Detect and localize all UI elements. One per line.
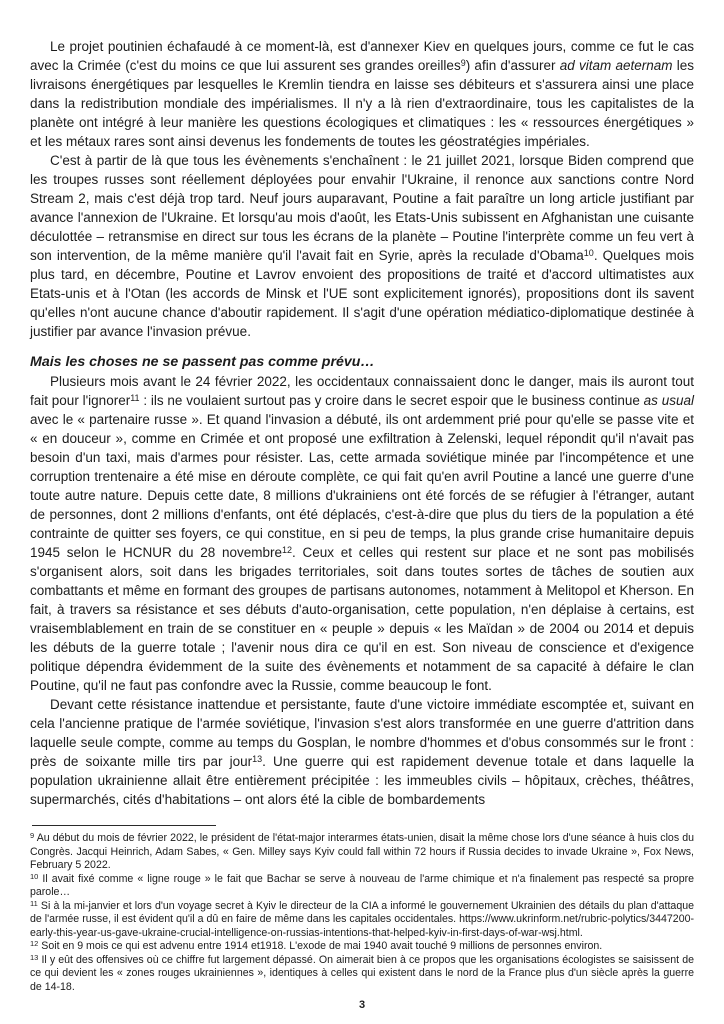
paragraph-4 bbox=[30, 695, 694, 809]
text-run: les livraisons énergétiques par lesquelles le Kremlin tiendra en laisse ses débiteurs et s'assurera ainsi une place dans la redistribution mondiale des impérialismes. Il n'y a là rien d'extraordinaire, tous les capitalistes de la planète ont intégré à leur manière les questions écologiques et climatiques : les « ressources énergétiques » et les métaux rares sont ainsi devenus les fondements de toutes les géostratégies impériales. bbox=[30, 58, 694, 149]
text-run: . Une guerre qui est rapidement devenue totale et dans laquelle la population ukrainienne allait être entièrement précipitée : les immeubles civils – hôpitaux, crèches, théâtres, supermarchés, cités d'habitations – ont alors été la cible de bombardements bbox=[30, 754, 694, 807]
footnote-marker: 10 bbox=[30, 871, 39, 881]
text-run: ) afin d'assurer bbox=[465, 58, 560, 73]
text-run: avec le « partenaire russe ». Et quand l'invasion a débuté, ils ont ardemment prié pour qu'elle se passe vite et « en douceur », comme en Crimée et ont proposé une exfiltration à Zelenski, lequel répondit qu'il n'avait pas besoin d'un taxi, mais d'armes pour résister. Las, cette armada soviétique minée par l'incompétence et une corruption trentenaire a été mise en déroute complète, ce qui fait qu'en avril Poutine a lancé une guerre d'une toute autre nature. Depuis cette date, 8 millions d'ukrainiens ont été forcés de se réfugier à l'étranger, autant de personnes, dont 2 millions d'enfants, ont été déplacés, c'est-à-dire que plus du tiers de la population a été contrainte de quitter ses foyers, ce qui constitue, en si peu de temps, la plus grande crise humanitaire depuis 1945 selon le HCNUR du 28 novembre bbox=[30, 412, 694, 560]
footnote-ref-12: 12 bbox=[282, 545, 293, 555]
paragraph-1 bbox=[30, 37, 694, 151]
text-run: . Quelques mois plus tard, en décembre, Poutine et Lavrov envoient des propositions de traité et d'accord ultimatistes aux Etats-unis et à l'Otan (les accords de Minsk et l'UE sont explicitement ignorés), propositions dont ils savent qu'elles n'ont aucune chance d'aboutir rapidement. Il s'agit d'une opération médiatico-diplomatique destinée à justifier par avance l'invasion prévue. bbox=[30, 248, 695, 339]
page-number: 3 bbox=[358, 999, 366, 1011]
footnote-text: Si à la mi-janvier et lors d'un voyage secret à Kyiv le directeur de la CIA a informé le gouvernement Ukrainien des détails du plan d'attaque de l'armée russe, il est évident qu'il a dû en faire de même dans les capitales occidentales. https://www.ukrinform.net/rubric-polytics/3447200-early-this-year-us-gave-ukraine-crucial-intelligence-on-russias-intentions-that-helped-kyiv-in-first-days-of-war-wsj.html. bbox=[30, 899, 694, 939]
section-heading: Mais les choses ne se passent pas comme prévu… bbox=[30, 354, 375, 370]
footnote-text: Au début du mois de février 2022, le président de l'état-major interarmes états-unien, disait la même chose lors d'une séance à huis clos du Congrès. Jacqui Heinrich, Adam Sabes, « Gen. Milley says Kyiv could fall within 72 hours if Russia decides to invade Ukraine », Fox News, February 5 2022. bbox=[30, 832, 695, 871]
text-run: : ils ne voulaient surtout pas y croire dans le secret espoir que le business continue bbox=[139, 393, 644, 408]
text-run: Devant cette résistance inattendue et persistante, faute d'une victoire immédiate escomptée et, suivant en cela l'ancienne pratique de l'armée soviétique, l'invasion s'est alors transformée en une guerre d'attrition dans laquelle seule compte, comme au temps du Gosplan, le nombre d'hommes et d'obus consommés sur le front : près de soixante mille tirs par jour bbox=[30, 697, 694, 769]
footnote-marker: 11 bbox=[30, 898, 38, 908]
footnote-ref-11: 11 bbox=[130, 393, 140, 403]
footnote-9 bbox=[30, 832, 694, 873]
text-run: C'est à partir de là que tous les évènements s'enchaînent : le 21 juillet 2021, lorsque Biden comprend que les troupes russes sont réellement déployées pour envahir l'Ukraine, il renonce aux sanctions contre Nord Stream 2, mais c'est déjà trop tard. Neuf jours auparavant, Poutine a fait paraître un long article justifiant par avance l'annexion de l'Ukraine. Et lorsqu'au mois d'août, les Etats-Unis subissent en Afghanistan une cuisante déculottée – retransmise en direct sur tous les écrans de la planète – Poutine l'interprète comme un feu vert à son intervention, de la même manière qu'il l'avait fait en Syrie, après la reculade d'Obama bbox=[30, 153, 694, 263]
footnote-text: Il y eût des offensives où ce chiffre fut largement dépassé. On aimerait bien à ce propos que les organisations écologistes se saisissent de ce qui devient les « zones rouges ukrainiennes », identiques à celles qui existent dans le nord de la France plus d'un siècle après la guerre de 14-18. bbox=[30, 953, 694, 993]
footnote-ref-9: 9 bbox=[460, 58, 466, 68]
footnote-marker: 12 bbox=[30, 939, 39, 948]
footnote-ref-10: 10 bbox=[583, 248, 594, 258]
footnote-ref-13: 13 bbox=[252, 754, 263, 764]
footnote-text: Soit en 9 mois ce qui est advenu entre 1914 et1918. L'exode de mai 1940 avait touché 9 millions de personnes environ. bbox=[41, 940, 603, 952]
italic-run: ad vitam aeternam bbox=[559, 58, 673, 73]
footnote-11 bbox=[30, 900, 694, 941]
italic-run: as usual bbox=[643, 393, 694, 408]
footnote-12 bbox=[30, 940, 694, 954]
body-text bbox=[30, 37, 694, 809]
paragraph-3 bbox=[30, 372, 694, 695]
footnote-13 bbox=[30, 954, 694, 995]
footnote-marker: 9 bbox=[30, 831, 35, 840]
text-run: . Ceux et celles qui restent sur place et ne sont pas mobilisés s'organisent alors, soit dans les brigades territoriales, soit dans toutes sortes de tâches de soutien aux combattants et même en formant des groupes de partisans autonomes, notamment à Melitopol et Kherson. En fait, à travers sa résistance et ses débuts d'auto-organisation, cette population, n'en déplaise à certains, est vraisemblablement en train de se constituer en « peuple » depuis « les Maïdan » de 2004 ou 2014 et depuis les débuts de la guerre totale ; l'avenir nous dira ce qu'il en est. Son niveau de conscience et d'exigence politique dépendra évidemment de la suite des évènements et notamment de sa capacité à défaire le clan Poutine, qu'il ne faut pas confondre avec la Russie, comme beaucoup le font. bbox=[30, 545, 694, 693]
footnotes-section bbox=[30, 832, 694, 994]
footnote-10 bbox=[30, 873, 694, 900]
footnote-text: Il avait fixé comme « ligne rouge » le fait que Bachar se serve à nouveau de l'arme chimique et n'a finalement pas respecté sa propre parole… bbox=[30, 872, 694, 898]
text-run: Le projet poutinien échafaudé à ce moment-là, est d'annexer Kiev en quelques jours, comme ce fut le cas avec la Crimée (c'est du moins ce que lui assurent ses grandes oreilles bbox=[30, 39, 694, 73]
paragraph-2 bbox=[30, 151, 694, 341]
footnote-marker: 13 bbox=[30, 952, 39, 962]
text-run: Plusieurs mois avant le 24 février 2022, les occidentaux connaissaient donc le danger, mais ils auront tout fait pour l'ignorer bbox=[30, 374, 694, 408]
footnote-separator bbox=[32, 825, 216, 826]
